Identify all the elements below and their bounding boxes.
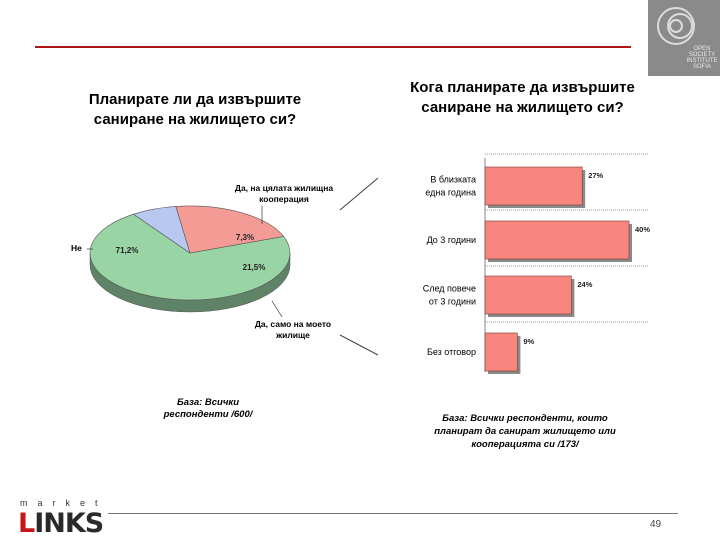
bar-category-label-0: една година — [425, 187, 476, 198]
bar-value-label-3: 9% — [523, 337, 535, 346]
bar-category-label-2: от 3 години — [428, 296, 476, 307]
pie-leader-line-2 — [272, 301, 282, 317]
market-links-logo — [12, 498, 112, 540]
logo-line-2: SOCIETY — [688, 52, 716, 58]
logo-market-text: market — [20, 498, 108, 508]
pie-value-label-2: 21,5% — [242, 263, 266, 272]
pie-chart — [71, 183, 333, 340]
logo-line-4: SOFIA — [692, 64, 711, 70]
logo-line-1: OPEN — [693, 46, 711, 52]
bar-value-label-0: 27% — [588, 171, 604, 180]
bar-category-label-0: В близката — [430, 174, 476, 185]
logo-links-first-letter: L — [18, 508, 35, 539]
bottom-rule — [108, 513, 678, 514]
bar-1 — [485, 221, 629, 259]
pie-category-label-1: Да, на цялата жилищна — [234, 183, 334, 193]
bar-0 — [485, 167, 582, 205]
bar-chart-title: Кога планирате да извършите саниране на жилището си? — [410, 79, 635, 116]
bar-category-label-1: До 3 години — [426, 235, 476, 245]
bar-3 — [485, 333, 517, 371]
bar-category-label-3: Без отговор — [426, 347, 476, 357]
bar-value-label-2: 24% — [577, 280, 593, 289]
pie-chart-title: Планирате ли да извършите саниране на жилището си? — [88, 91, 302, 128]
bar-chart — [423, 154, 651, 374]
pie-value-label-1: 7,3% — [235, 233, 255, 242]
logo-line-3: INSTITUTE — [686, 58, 718, 64]
page-number: 49 — [650, 519, 662, 530]
pie-category-label-0: Не — [71, 243, 82, 253]
bar-2 — [485, 276, 571, 314]
bar-value-label-1: 40% — [635, 225, 651, 234]
pie-value-label-0: 71,2% — [115, 246, 139, 255]
connector-lines — [340, 178, 378, 355]
bar-base-note: База: Всички респонденти, които планират да санират жилището или кооперацията си /173/ — [434, 413, 616, 450]
pie-category-label-2: жилище — [276, 330, 310, 340]
pie-category-label-1: кооперация — [259, 194, 309, 204]
pie-category-label-2: Да, само на моето — [254, 319, 332, 329]
logo-links-text: INKS — [34, 508, 104, 539]
pie-base-note: База: Всички респонденти /600/ — [163, 397, 253, 420]
bar-category-label-2: След повече — [422, 283, 476, 294]
